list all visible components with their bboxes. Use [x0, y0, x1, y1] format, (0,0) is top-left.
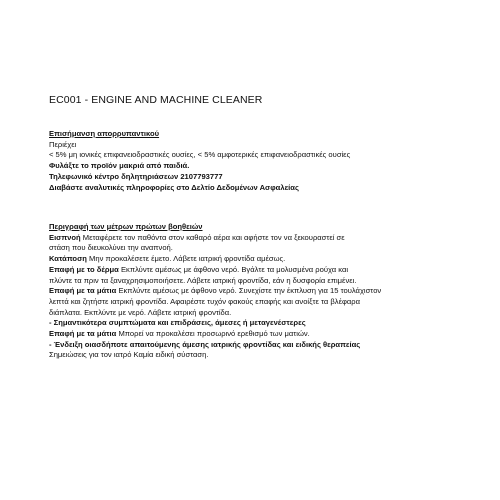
- poison-centre-phone: Τηλεφωνικό κέντρο δηλητηριάσεων 2107793777: [49, 171, 223, 181]
- inhalation-line-2: στάση που διευκολύνει την αναπνοή.: [49, 243, 173, 253]
- eye-contact-label: Επαφή με τα μάτια: [49, 286, 117, 296]
- eye-contact-text: Εκπλύντε αμέσως με άφθονο νερό. Συνεχίστε την έκπλυση για 15 τουλάχιστον: [116, 286, 382, 296]
- labelling-heading: Επισήμανση απορρυπαντικού: [49, 129, 160, 138]
- inhalation-line-1: [49, 233, 469, 244]
- symptoms-heading: - Σημαντικότερα συμπτώματα και επιδράσεις, άμεσες ή μεταγενέστερες: [49, 318, 306, 328]
- medical-attention-heading: - Ένδειξη οιασδήποτε απαιτούμενης άμεσης ιατρικής φροντίδας και ειδικής θεραπείας: [49, 339, 361, 349]
- eye-contact-line-3: διάπλατα. Εκπλύντε με νερό. Λάβετε ιατρική φροντίδα.: [49, 307, 232, 317]
- inhalation-label: Εισπνοή: [49, 232, 81, 242]
- eye-contact-line-1: [49, 286, 469, 297]
- skin-contact-line-1: [49, 265, 469, 276]
- skin-contact-text: Εκπλύντε αμέσως με άφθονο νερό. Βγάλτε τα μολυσμένα ρούχα και: [118, 264, 349, 274]
- keep-away-warning: Φυλάξτε το προϊόν μακριά από παιδιά.: [49, 161, 190, 171]
- symptoms-eye-text: Μπορεί να προκαλέσει προσωρινό ερεθισμό των ματιών.: [116, 329, 310, 339]
- labelling-section: [49, 129, 469, 193]
- first-aid-section: [49, 222, 469, 361]
- safety-data-sheet-note: Διαβάστε αναλυτικές πληροφορίες στο Δελτίο Δεδομένων Ασφαλείας: [49, 182, 299, 192]
- symptoms-eye-label: Επαφή με τα μάτια: [49, 329, 117, 339]
- first-aid-heading: Περιγραφή των μέτρων πρώτων βοηθειών: [49, 222, 203, 231]
- doctor-notes: Σημειώσεις για τον ιατρό Καμία ειδική σύσταση.: [49, 350, 209, 360]
- contains-label: Περιέχει: [49, 139, 77, 149]
- ingestion-label: Κατάποση: [49, 254, 87, 264]
- inhalation-text: Μεταφέρετε τον παθόντα στον καθαρό αέρα και αφήστε τον να ξεκουραστεί σε: [80, 232, 345, 242]
- skin-contact-label: Επαφή με το δέρμα: [49, 264, 119, 274]
- eye-contact-line-2: λεπτά και ζητήστε ιατρική φροντίδα. Αφαιρέστε τυχόν φακούς επαφής και ανοίξτε τα βλέφαρα: [49, 296, 360, 306]
- ingestion-line: [49, 254, 469, 265]
- symptoms-eye-line: [49, 329, 469, 340]
- ingredients-text: < 5% μη ιονικές επιφανειοδραστικές ουσίες, < 5% αμφοτερικές επιφανειοδραστικές ουσίες: [49, 150, 351, 160]
- skin-contact-line-2: πλύντε τα πριν τα ξαναχρησιμοποιήσετε. Λάβετε ιατρική φροντίδα, εάν η δυσφορία επιμένει.: [49, 275, 357, 285]
- product-title: EC001 - ENGINE AND MACHINE CLEANER: [49, 94, 263, 106]
- ingestion-text: Μην προκαλέσετε έμετο. Λάβετε ιατρική φροντίδα αμέσως.: [86, 254, 286, 264]
